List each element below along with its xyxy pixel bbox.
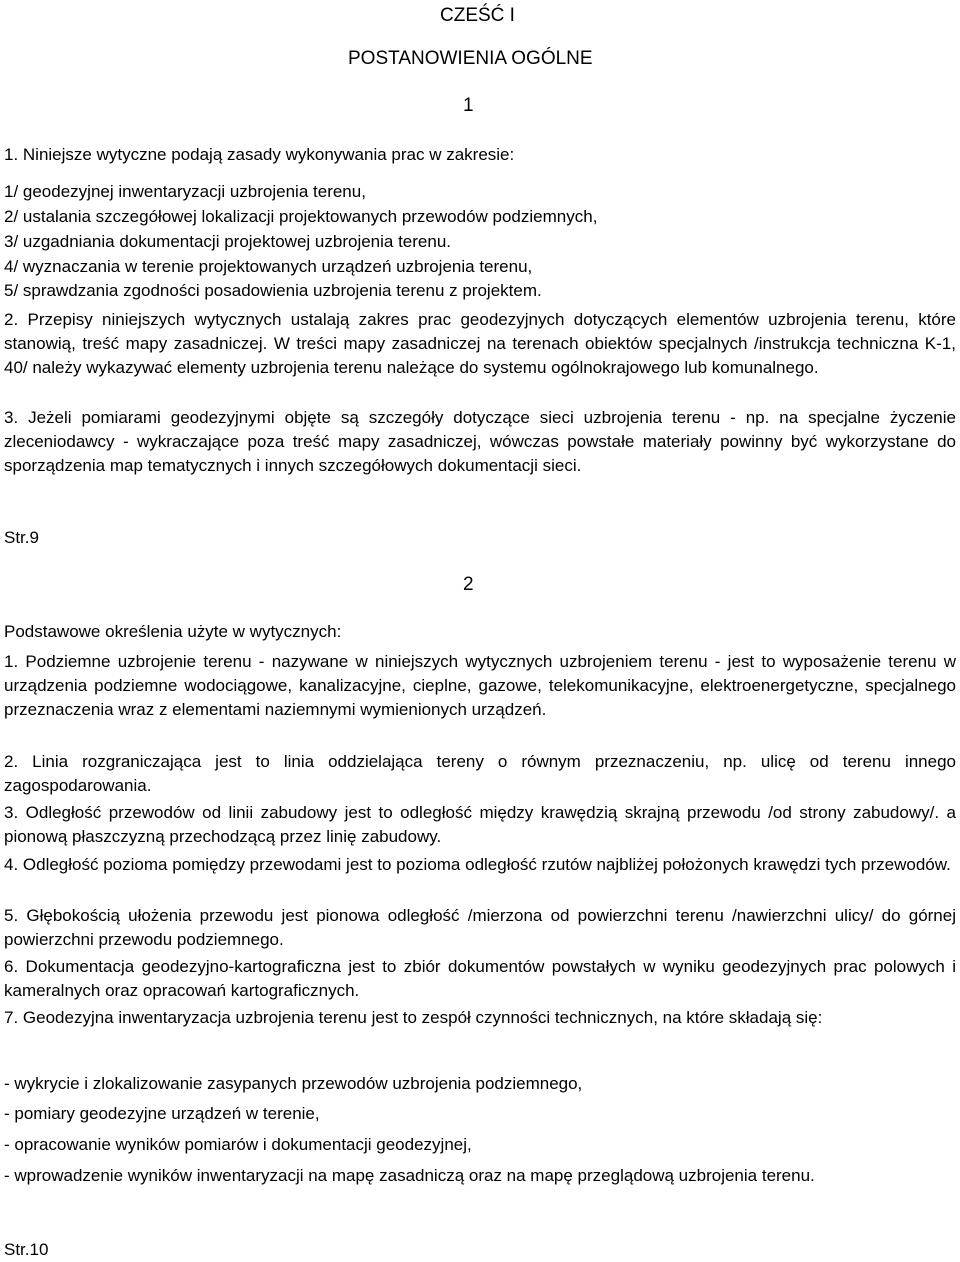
inventory-step-3: - opracowanie wyników pomiarów i dokumentacji geodezyjnej, xyxy=(4,1135,472,1154)
definition-4: 4. Odległość pozioma pomiędzy przewodami jest to pozioma odległość rzutów najbliżej położonych krawędzi tych przewodów. xyxy=(4,855,951,874)
page-marker: Str.10 xyxy=(4,1240,49,1259)
scope-item-1: 1/ geodezyjnej inwentaryzacji uzbrojenia terenu, xyxy=(4,182,366,201)
definitions-heading: Podstawowe określenia użyte w wytycznych: xyxy=(4,622,342,641)
definition-1: 1. Podziemne uzbrojenie terenu - nazywane w niniejszych wytycznych uzbrojeniem terenu - jest to wyposażenie terenu w urządzenia podziemne wodociągowe, kanalizacyjne, cieplne, gazowe, telekomunikacyjne, elektroenergetyczne, specjalnego przeznaczenia wraz z elementami naziemnymi wymienionych urządzeń. xyxy=(4,652,956,719)
paragraph-1-symbol: 1 xyxy=(463,95,474,116)
definition-3: 3. Odległość przewodów od linii zabudowy jest to odległość między krawędzią skrajną przewodu /od strony zabudowy/. a pionową płaszczyzną przechodzącą przez linię zabudowy. xyxy=(4,803,956,846)
paragraph-1-intro: 1. Niniejsze wytyczne podają zasady wykonywania prac w zakresie: xyxy=(4,145,515,164)
inventory-step-1: - wykrycie i zlokalizowanie zasypanych przewodów uzbrojenia podziemnego, xyxy=(4,1074,583,1093)
section-heading: POSTANOWIENIA OGÓLNE xyxy=(348,48,593,69)
point-2-text: 2. Przepisy niniejszych wytycznych ustalają zakres prac geodezyjnych dotyczących elementów uzbrojenia terenu, które stanowią, treść mapy zasadniczej. W treści mapy zasadniczej na terenach obiektów specjalnych /instrukcja techniczna K-1, 40/ należy wykazywać elementy uzbrojenia terenu należące do systemu ogólnokrajowego lub komunalnego. xyxy=(4,310,956,377)
inventory-step-2: - pomiary geodezyjne urządzeń w terenie, xyxy=(4,1104,320,1123)
scope-item-3: 3/ uzgadniania dokumentacji projektowej uzbrojenia terenu. xyxy=(4,232,452,251)
definition-6: 6. Dokumentacja geodezyjno-kartograficzna jest to zbiór dokumentów powstałych w wyniku geodezyjnych prac polowych i kameralnych oraz opracowań kartograficznych. xyxy=(4,957,956,1000)
paragraph-2-symbol: 2 xyxy=(463,574,474,595)
page-marker: Str.9 xyxy=(4,528,39,547)
definition-5: 5. Głębokością ułożenia przewodu jest pionowa odległość /mierzona od powierzchni terenu /nawierzchni ulicy/ do górnej powierzchni przewodu podziemnego. xyxy=(4,906,956,949)
definition-7: 7. Geodezyjna inwentaryzacja uzbrojenia terenu jest to zespół czynności technicznych, na które składają się: xyxy=(4,1008,823,1027)
point-3-text: 3. Jeżeli pomiarami geodezyjnymi objęte są szczegóły dotyczące sieci uzbrojenia terenu - np. na specjalne życzenie zleceniodawcy - wykraczające poza treść mapy zasadniczej, wówczas powstałe materiały powinny być wykorzystane do sporządzenia map tematycznych i innych szczegółowych dokumentacji sieci. xyxy=(4,408,956,475)
scope-item-4: 4/ wyznaczania w terenie projektowanych urządzeń uzbrojenia terenu, xyxy=(4,257,533,276)
inventory-step-4: - wprowadzenie wyników inwentaryzacji na mapę zasadniczą oraz na mapę przeglądową uzbrojenia terenu. xyxy=(4,1166,815,1185)
part-title: CZEŚĆ I xyxy=(440,5,515,26)
scope-item-5: 5/ sprawdzania zgodności posadowienia uzbrojenia terenu z projektem. xyxy=(4,281,542,300)
scope-item-2: 2/ ustalania szczegółowej lokalizacji projektowanych przewodów podziemnych, xyxy=(4,207,598,226)
definition-2: 2. Linia rozgraniczająca jest to linia oddzielająca tereny o równym przeznaczeniu, np. ulicę od terenu innego zagospodarowania. xyxy=(4,752,956,795)
